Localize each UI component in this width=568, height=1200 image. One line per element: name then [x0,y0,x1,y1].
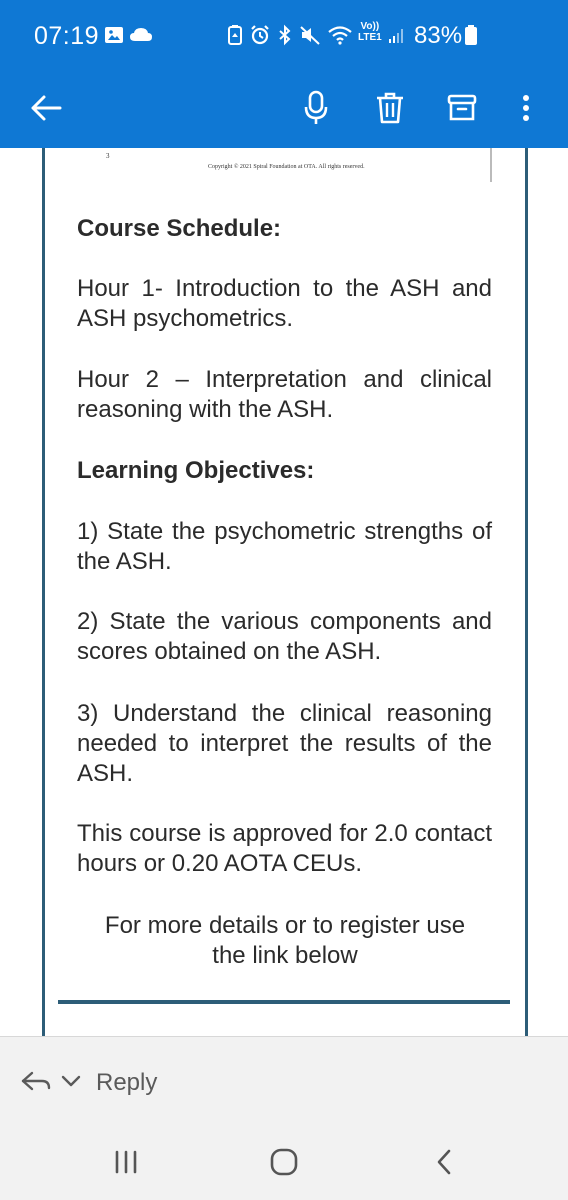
email-body[interactable] [0,148,568,1036]
volte-label: Vo)) [360,21,380,32]
status-time: 07:19 [34,22,100,50]
archive-button[interactable] [436,84,488,136]
delete-button[interactable] [364,84,416,136]
home-button[interactable] [264,1146,304,1182]
cloud-icon [128,24,154,46]
hour-2-text: Hour 2 – Interpretation and clinical reasoning with the ASH. [77,366,492,423]
network-type-label [358,21,382,43]
lte-label: LTE1 [358,32,382,43]
recent-apps-button[interactable] [106,1146,146,1182]
wifi-icon [326,24,354,46]
approval-text: This course is approved for 2.0 contact hours or 0.20 AOTA CEUs. [77,820,492,877]
objective-2-text: 2) State the various components and scores obtained on the ASH. [77,608,492,665]
learning-objectives-heading: Learning Objectives: [77,457,315,484]
reply-label: Reply [96,1069,158,1096]
archive-icon [447,93,477,128]
back-nav-button[interactable] [424,1146,464,1182]
dictate-button[interactable] [290,84,342,136]
course-schedule-heading: Course Schedule: [77,215,282,242]
back-button[interactable] [20,84,72,136]
register-details-text: For more details or to register use the link below [104,912,466,969]
system-nav-bar [0,1128,568,1200]
back-nav-icon [434,1148,454,1181]
alarm-icon [249,24,271,46]
objective-3-text: 3) Understand the clinical reasoning needed to interpret the results of the ASH. [77,700,492,787]
copyright-notice: Copyright © 2021 Spiral Foundation at OTA. All rights reserved. [208,164,365,170]
back-arrow-icon [30,94,62,127]
trash-icon [375,91,405,130]
recent-apps-icon [113,1150,139,1179]
reply-arrow-icon [20,1069,52,1098]
bluetooth-icon [274,24,296,46]
battery-icon [464,24,478,46]
mute-icon [299,24,321,46]
chevron-down-icon[interactable] [60,1074,82,1093]
objective-1-text: 1) State the psychometric strengths of the ASH. [77,518,492,575]
reply-button[interactable] [20,1065,157,1101]
app-toolbar [0,70,568,148]
reply-bar [0,1036,568,1128]
hour-1-text: Hour 1- Introduction to the ASH and ASH psychometrics. [77,275,492,332]
battery-percent: 83% [414,22,463,49]
page-number: 3 [106,152,110,160]
section-divider [58,1000,510,1004]
signal-icon [386,24,408,46]
battery-saver-icon [224,24,246,46]
gallery-icon [103,24,125,46]
more-vertical-icon [521,93,531,128]
page-edge-divider [490,148,492,182]
status-bar [0,0,568,70]
home-icon [269,1147,299,1182]
microphone-icon [303,90,329,131]
more-options-button[interactable] [508,84,544,136]
